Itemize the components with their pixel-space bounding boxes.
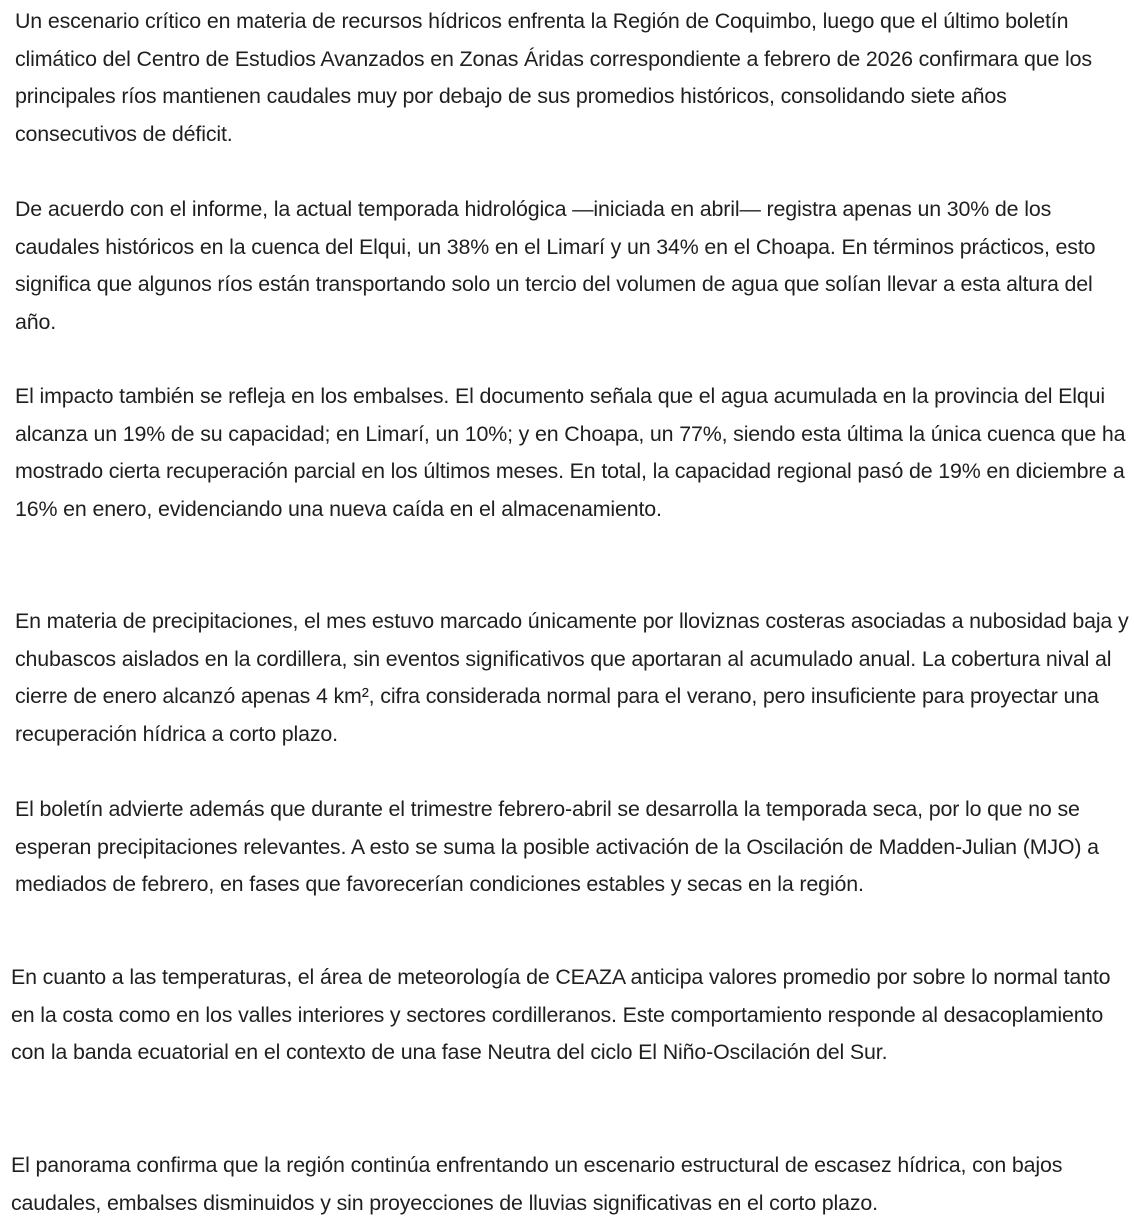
paragraph-intro: Un escenario crítico en materia de recursos hídricos enfrenta la Región de Coquimbo, luego que el último boletín climático del Centro de Estudios Avanzados en Zonas Áridas correspondiente a febrero de 2026 confirmara que los principales ríos mantienen caudales muy por debajo de sus promedios históricos, consolidando siete años consecutivos de déficit. bbox=[15, 9, 1092, 146]
paragraph-river-flows: De acuerdo con el informe, la actual temporada hidrológica —iniciada en abril— registra apenas un 30% de los caudales históricos en la cuenca del Elqui, un 38% en el Limarí y un 34% en el Choapa. En términos prácticos, esto significa que algunos ríos están transportando solo un tercio del volumen de agua que solían llevar a esta altura del año. bbox=[15, 197, 1096, 334]
paragraph-reservoirs: El impacto también se refleja en los embalses. El documento señala que el agua acumulada en la provincia del Elqui alcanza un 19% de su capacidad; en Limarí, un 10%; y en Choapa, un 77%, siendo esta última la única cuenca que ha mostrado cierta recuperación parcial en los últimos meses. En total, la capacidad regional pasó de 19% en diciembre a 16% en enero, evidenciando una nueva caída en el almacenamiento. bbox=[15, 384, 1126, 521]
paragraph-conclusion: El panorama confirma que la región continúa enfrentando un escenario estructural de escasez hídrica, con bajos caudales, embalses disminuidos y sin proyecciones de lluvias significativas en el corto plazo. bbox=[11, 1153, 1063, 1215]
paragraph-dry-season: El boletín advierte además que durante el trimestre febrero-abril se desarrolla la temporada seca, por lo que no se esperan precipitaciones relevantes. A esto se suma la posible activación de la Oscilación de Madden-Julian (MJO) a mediados de febrero, en fases que favorecerían condiciones estables y secas en la región. bbox=[15, 797, 1099, 896]
paragraph-temperatures: En cuanto a las temperaturas, el área de meteorología de CEAZA anticipa valores promedio por sobre lo normal tanto en la costa como en los valles interiores y sectores cordilleranos. Este comportamiento responde al desacoplamiento con la banda ecuatorial en el contexto de una fase Neutra del ciclo El Niño-Oscilación del Sur. bbox=[11, 965, 1111, 1064]
paragraph-precipitation: En materia de precipitaciones, el mes estuvo marcado únicamente por lloviznas costeras asociadas a nubosidad baja y chubascos aislados en la cordillera, sin eventos significativos que aportaran al acumulado anual. La cobertura nival al cierre de enero alcanzó apenas 4 km², cifra considerada normal para el verano, pero insuficiente para proyectar una recuperación hídrica a corto plazo. bbox=[15, 609, 1129, 746]
